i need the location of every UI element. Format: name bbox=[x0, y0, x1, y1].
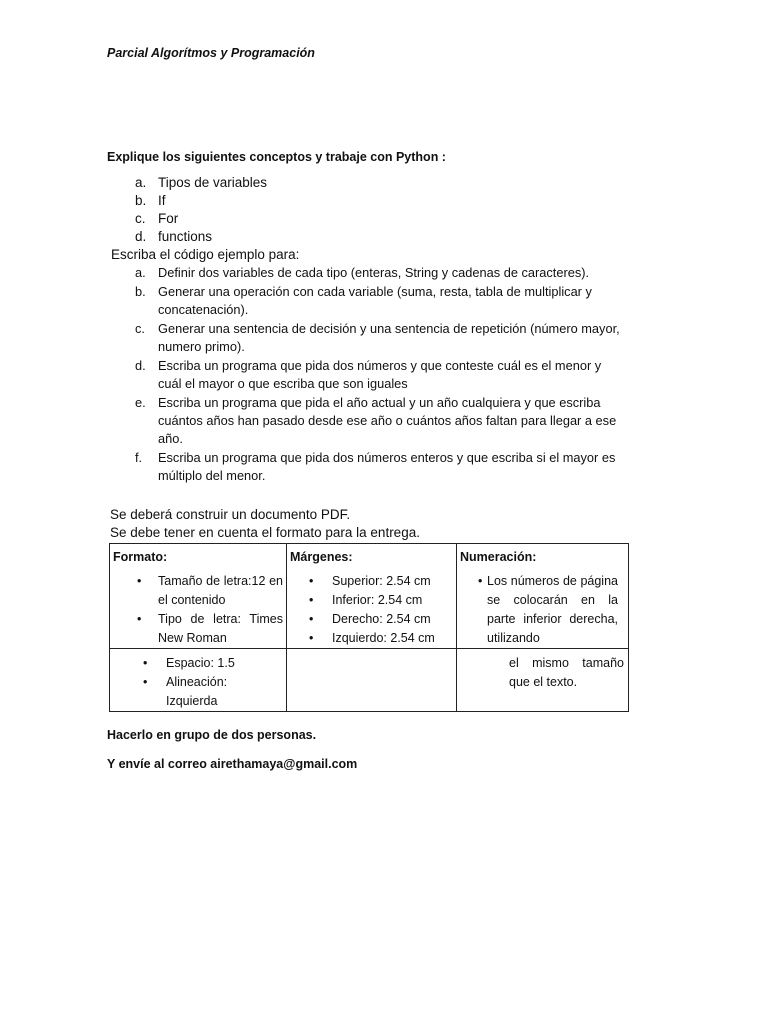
bullet-icon: • bbox=[309, 612, 314, 626]
list-item bbox=[287, 629, 456, 648]
list-item-text: Generar una operación con cada variable (suma, resta, tabla de multiplicar y concatenación). bbox=[158, 283, 592, 317]
bullet-icon: • bbox=[309, 631, 314, 645]
list-item-text: Definir dos variables de cada tipo (enteras, String y cadenas de caracteres). bbox=[158, 265, 590, 280]
list-item bbox=[135, 192, 267, 210]
bullet-icon: • bbox=[309, 593, 314, 607]
margenes-cell bbox=[287, 544, 457, 649]
margenes-cell-continued bbox=[287, 649, 457, 712]
table-row bbox=[110, 544, 629, 649]
pdf-requirement: Se deberá construir un documento PDF. bbox=[110, 507, 351, 522]
list-item bbox=[135, 174, 267, 192]
numeracion-cell-continued bbox=[457, 649, 629, 712]
list-marker: b. bbox=[135, 283, 146, 299]
list-marker: f. bbox=[135, 450, 143, 465]
list-item-text: Tipo de letra: Times New Roman bbox=[158, 612, 283, 645]
numeracion-text-body: Los números de página se colocarán en la parte inferior derecha, utilizando bbox=[487, 574, 618, 645]
table-row bbox=[110, 649, 629, 712]
list-item-text: Tamaño de letra:12 en el contenido bbox=[158, 574, 283, 607]
document-title: Parcial Algorítmos y Programación bbox=[107, 46, 315, 60]
list-item bbox=[135, 228, 267, 246]
bullet-icon: • bbox=[143, 656, 148, 670]
list-item bbox=[135, 394, 625, 449]
list-item bbox=[135, 320, 625, 356]
list-item bbox=[135, 283, 625, 319]
list-item-text: Espacio: 1.5 bbox=[166, 656, 235, 670]
list-item bbox=[110, 610, 286, 648]
list-marker: c. bbox=[135, 211, 146, 226]
format-requirement: Se debe tener en cuenta el formato para la entrega. bbox=[110, 525, 420, 540]
list-item-text: Superior: 2.54 cm bbox=[332, 574, 431, 588]
list-item-text: If bbox=[158, 193, 166, 208]
bullet-icon: • bbox=[137, 574, 142, 588]
list-marker: a. bbox=[135, 175, 147, 190]
numeracion-text bbox=[457, 572, 628, 648]
tasks-list bbox=[135, 264, 625, 486]
code-example-instruction: Escriba el código ejemplo para: bbox=[111, 247, 300, 262]
list-marker: d. bbox=[135, 357, 146, 373]
list-item bbox=[135, 449, 625, 485]
formato-cell bbox=[110, 544, 287, 649]
formato-list bbox=[110, 572, 286, 648]
bullet-icon: • bbox=[309, 574, 314, 588]
list-item-text: Derecho: 2.54 cm bbox=[332, 612, 431, 626]
list-item-text: Escriba un programa que pida dos números y que conteste cuál es el menor y cuál el mayor o que escriba que son iguales bbox=[158, 357, 602, 391]
list-item-text: Escriba un programa que pida el año actual y un año cualquiera y que escriba cuántos años han pasado desde ese año o cuántos años faltan para llegar a ese año. bbox=[158, 394, 617, 447]
bullet-icon: • bbox=[143, 675, 148, 689]
list-item-text: For bbox=[158, 211, 179, 226]
list-marker: c. bbox=[135, 320, 145, 336]
list-marker: b. bbox=[135, 193, 147, 208]
bullet-icon: • bbox=[478, 574, 483, 588]
intro-instruction: Explique los siguientes conceptos y trabaje con Python : bbox=[107, 150, 446, 164]
list-item bbox=[135, 210, 267, 228]
formato-list-continued bbox=[110, 654, 286, 711]
list-item-text: Izquierdo: 2.54 cm bbox=[332, 631, 435, 645]
formato-cell-continued bbox=[110, 649, 287, 712]
margenes-list bbox=[287, 572, 456, 648]
list-marker: a. bbox=[135, 265, 146, 280]
email-note: Y envíe al correo airethamaya@gmail.com bbox=[107, 757, 358, 771]
numeracion-header: Numeración: bbox=[460, 550, 537, 564]
list-item-text: Generar una sentencia de decisión y una sentencia de repetición (número mayor, numero primo). bbox=[158, 320, 620, 354]
list-item-text: functions bbox=[158, 229, 213, 244]
list-marker: d. bbox=[135, 229, 147, 244]
concepts-list bbox=[135, 174, 267, 246]
list-item bbox=[110, 654, 286, 673]
group-note: Hacerlo en grupo de dos personas. bbox=[107, 728, 317, 742]
list-item bbox=[110, 572, 286, 610]
list-item bbox=[110, 673, 278, 711]
list-marker: e. bbox=[135, 394, 146, 410]
numeracion-cell bbox=[457, 544, 629, 649]
list-item bbox=[135, 357, 625, 393]
list-item-text: Inferior: 2.54 cm bbox=[332, 593, 423, 607]
formato-header: Formato: bbox=[113, 550, 168, 564]
numeracion-continued-text: el mismo tamaño que el texto. bbox=[509, 656, 624, 689]
list-item bbox=[135, 264, 625, 282]
format-table bbox=[109, 543, 629, 712]
list-item bbox=[287, 610, 456, 629]
list-item-text: Escriba un programa que pida dos números enteros y que escriba si el mayor es múltiplo del menor. bbox=[158, 450, 616, 484]
bullet-icon: • bbox=[137, 612, 142, 626]
list-item-text: Alineación: Izquierda bbox=[166, 675, 228, 708]
list-item bbox=[287, 591, 456, 610]
list-item bbox=[287, 572, 456, 591]
margenes-header: Márgenes: bbox=[290, 550, 353, 564]
list-item-text: Tipos de variables bbox=[158, 175, 268, 190]
